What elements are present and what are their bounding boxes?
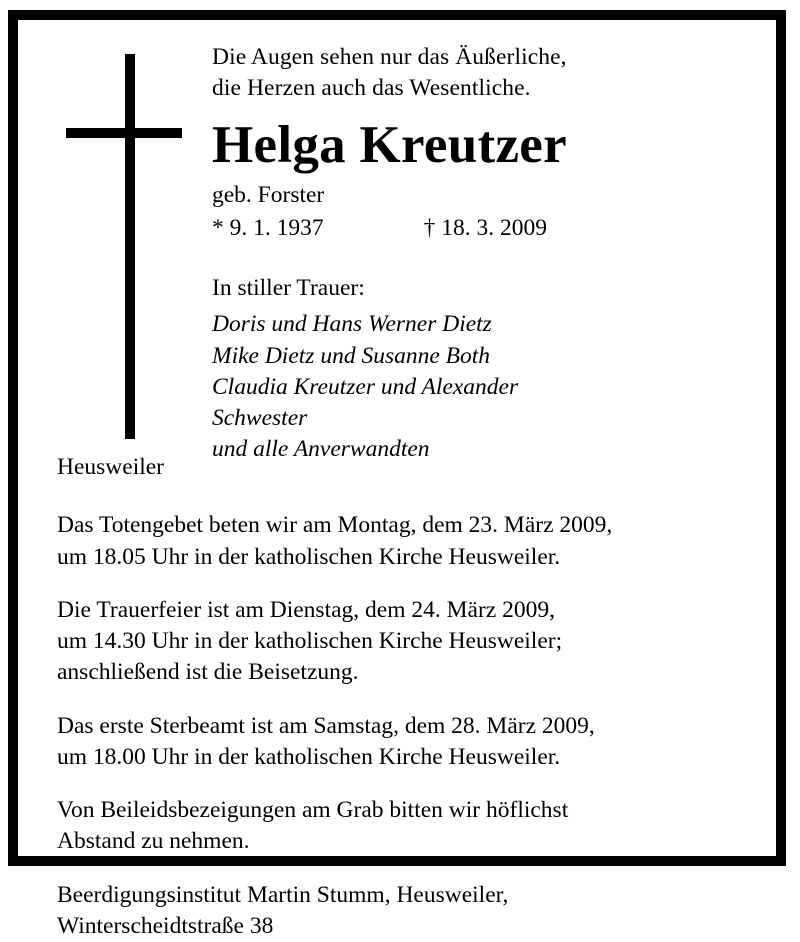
memorial-mass-paragraph bbox=[57, 711, 757, 774]
paragraph-line: anschließend ist die Beisetzung. bbox=[57, 657, 757, 688]
deceased-name: Helga Kreutzer bbox=[212, 117, 772, 174]
mourning-heading: In stiller Trauer: bbox=[212, 273, 772, 304]
funeral-home-paragraph bbox=[57, 880, 757, 942]
mourner-line: und alle Anverwandten bbox=[212, 434, 772, 465]
epigraph bbox=[212, 42, 772, 105]
epigraph-line: die Herzen auch das Wesentliche. bbox=[212, 73, 772, 104]
death-date: † 18. 3. 2009 bbox=[424, 213, 547, 244]
paragraph-line: Die Trauerfeier ist am Dienstag, dem 24. März 2009, bbox=[57, 595, 757, 626]
mourners-list bbox=[212, 309, 772, 465]
mourner-line: Claudia Kreutzer und Alexander bbox=[212, 372, 772, 403]
obituary-notice bbox=[8, 10, 786, 866]
place-name: Heusweiler bbox=[57, 452, 757, 483]
cross-horizontal-bar bbox=[66, 128, 182, 138]
paragraph-line: Das Totengebet beten wir am Montag, dem 23. März 2009, bbox=[57, 510, 757, 541]
life-dates bbox=[212, 213, 772, 244]
paragraph-line: Winterscheidtstraße 38 bbox=[57, 911, 757, 942]
birth-date: * 9. 1. 1937 bbox=[212, 215, 324, 241]
paragraph-line: um 18.05 Uhr in der katholischen Kirche Heusweiler. bbox=[57, 542, 757, 573]
prayer-service-paragraph bbox=[57, 510, 757, 573]
paragraph-line: Das erste Sterbeamt ist am Samstag, dem 28. März 2009, bbox=[57, 711, 757, 742]
christian-cross-icon bbox=[56, 44, 186, 444]
mourner-line: Schwester bbox=[212, 403, 772, 434]
paragraph-line: Von Beileidsbezeigungen am Grab bitten wir höflichst bbox=[57, 795, 757, 826]
service-details-block bbox=[57, 452, 757, 942]
paragraph-line: um 18.00 Uhr in der katholischen Kirche Heusweiler. bbox=[57, 742, 757, 773]
memorial-header-block bbox=[212, 42, 772, 466]
mourner-line: Doris und Hans Werner Dietz bbox=[212, 309, 772, 340]
maiden-name: geb. Forster bbox=[212, 180, 772, 211]
paragraph-line: Abstand zu nehmen. bbox=[57, 826, 757, 857]
epigraph-line: Die Augen sehen nur das Äußerliche, bbox=[212, 42, 772, 73]
condolence-request-paragraph bbox=[57, 795, 757, 858]
cross-vertical-bar bbox=[125, 54, 135, 439]
funeral-service-paragraph bbox=[57, 595, 757, 689]
notice-content bbox=[18, 20, 776, 856]
paragraph-line: Beerdigungsinstitut Martin Stumm, Heusweiler, bbox=[57, 880, 757, 911]
mourner-line: Mike Dietz und Susanne Both bbox=[212, 341, 772, 372]
paragraph-line: um 14.30 Uhr in der katholischen Kirche Heusweiler; bbox=[57, 626, 757, 657]
